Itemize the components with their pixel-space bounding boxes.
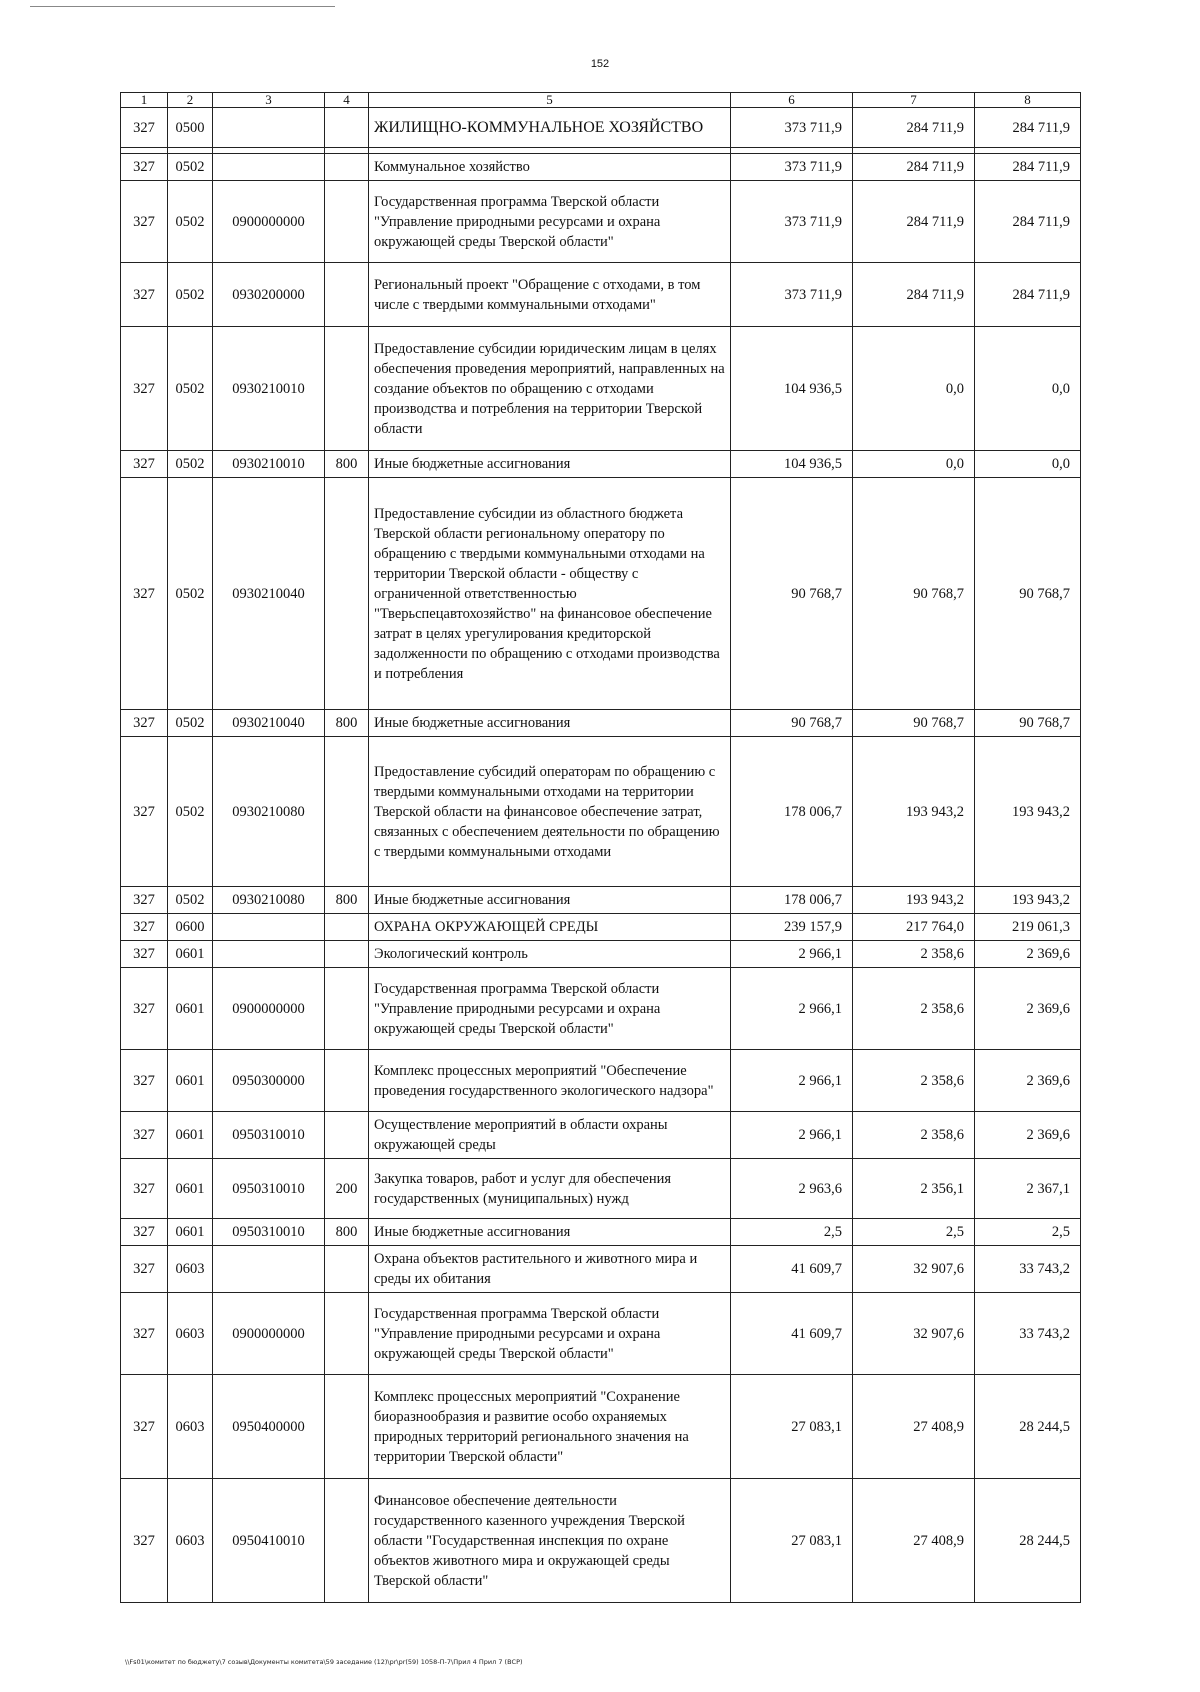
item-name-cell: Предоставление субсидий операторам по обращению с твердыми коммунальными отходами на территории Тверской области на финансовое обеспечение затрат, связанных с обеспечением деятельности по обращению с твердыми коммунальными отходами bbox=[369, 737, 731, 887]
table-row bbox=[121, 1219, 1081, 1246]
target-article-cell: 0930210010 bbox=[213, 327, 325, 451]
amount-year2-cell: 193 943,2 bbox=[853, 737, 975, 887]
amount-year3-cell: 2 367,1 bbox=[975, 1159, 1081, 1219]
table-row bbox=[121, 1293, 1081, 1375]
subsection-code-cell: 0502 bbox=[168, 327, 213, 451]
column-header: 2 bbox=[168, 93, 213, 108]
table-row bbox=[121, 941, 1081, 968]
amount-year2-cell: 2 358,6 bbox=[853, 968, 975, 1050]
amount-year1-cell: 104 936,5 bbox=[731, 327, 853, 451]
expense-type-cell bbox=[325, 941, 369, 968]
amount-year2-cell: 2,5 bbox=[853, 1219, 975, 1246]
amount-year2-cell: 217 764,0 bbox=[853, 914, 975, 941]
section-code-cell: 327 bbox=[121, 968, 168, 1050]
expense-type-cell bbox=[325, 914, 369, 941]
amount-year3-cell: 33 743,2 bbox=[975, 1293, 1081, 1375]
expense-type-cell bbox=[325, 737, 369, 887]
expense-type-cell bbox=[325, 1479, 369, 1603]
target-article-cell: 0950410010 bbox=[213, 1479, 325, 1603]
item-name-cell: Охрана объектов растительного и животного мира и среды их обитания bbox=[369, 1246, 731, 1293]
item-name-cell: Региональный проект "Обращение с отходами, в том числе с твердыми коммунальными отходами" bbox=[369, 263, 731, 327]
amount-year3-cell: 2,5 bbox=[975, 1219, 1081, 1246]
amount-year2-cell: 193 943,2 bbox=[853, 887, 975, 914]
column-header: 1 bbox=[121, 93, 168, 108]
amount-year3-cell: 284 711,9 bbox=[975, 154, 1081, 181]
item-name-cell: Коммунальное хозяйство bbox=[369, 154, 731, 181]
expense-type-cell bbox=[325, 181, 369, 263]
section-code-cell: 327 bbox=[121, 737, 168, 887]
section-code-cell: 327 bbox=[121, 941, 168, 968]
subsection-code-cell: 0502 bbox=[168, 181, 213, 263]
item-name-cell: Закупка товаров, работ и услуг для обеспечения государственных (муниципальных) нужд bbox=[369, 1159, 731, 1219]
section-code-cell: 327 bbox=[121, 1112, 168, 1159]
amount-year1-cell: 104 936,5 bbox=[731, 451, 853, 478]
section-code-cell: 327 bbox=[121, 1159, 168, 1219]
subsection-code-cell: 0502 bbox=[168, 154, 213, 181]
section-code-cell: 327 bbox=[121, 327, 168, 451]
amount-year3-cell: 193 943,2 bbox=[975, 887, 1081, 914]
table-row bbox=[121, 1050, 1081, 1112]
amount-year1-cell: 2,5 bbox=[731, 1219, 853, 1246]
item-name-cell: ОХРАНА ОКРУЖАЮЩЕЙ СРЕДЫ bbox=[369, 914, 731, 941]
target-article-cell: 0930210080 bbox=[213, 887, 325, 914]
table-row bbox=[121, 154, 1081, 181]
amount-year1-cell: 373 711,9 bbox=[731, 108, 853, 148]
amount-year1-cell: 178 006,7 bbox=[731, 887, 853, 914]
expense-type-cell bbox=[325, 1112, 369, 1159]
section-code-cell: 327 bbox=[121, 1246, 168, 1293]
target-article-cell bbox=[213, 154, 325, 181]
target-article-cell: 0900000000 bbox=[213, 181, 325, 263]
amount-year3-cell: 90 768,7 bbox=[975, 710, 1081, 737]
table-row bbox=[121, 1375, 1081, 1479]
target-article-cell: 0950310010 bbox=[213, 1112, 325, 1159]
amount-year3-cell: 2 369,6 bbox=[975, 1050, 1081, 1112]
table-row bbox=[121, 108, 1081, 148]
subsection-code-cell: 0601 bbox=[168, 1159, 213, 1219]
table-row bbox=[121, 1112, 1081, 1159]
table-row bbox=[121, 263, 1081, 327]
expense-type-cell: 800 bbox=[325, 710, 369, 737]
amount-year3-cell: 2 369,6 bbox=[975, 941, 1081, 968]
section-code-cell: 327 bbox=[121, 914, 168, 941]
amount-year2-cell: 90 768,7 bbox=[853, 478, 975, 710]
expense-type-cell bbox=[325, 1293, 369, 1375]
amount-year2-cell: 27 408,9 bbox=[853, 1479, 975, 1603]
amount-year3-cell: 90 768,7 bbox=[975, 478, 1081, 710]
expense-type-cell bbox=[325, 263, 369, 327]
table-row bbox=[121, 327, 1081, 451]
amount-year3-cell: 284 711,9 bbox=[975, 108, 1081, 148]
amount-year1-cell: 27 083,1 bbox=[731, 1375, 853, 1479]
amount-year1-cell: 373 711,9 bbox=[731, 154, 853, 181]
amount-year2-cell: 2 358,6 bbox=[853, 941, 975, 968]
subsection-code-cell: 0502 bbox=[168, 887, 213, 914]
amount-year2-cell: 2 358,6 bbox=[853, 1050, 975, 1112]
amount-year1-cell: 373 711,9 bbox=[731, 181, 853, 263]
table-row bbox=[121, 968, 1081, 1050]
amount-year2-cell: 32 907,6 bbox=[853, 1293, 975, 1375]
subsection-code-cell: 0502 bbox=[168, 451, 213, 478]
column-header: 4 bbox=[325, 93, 369, 108]
amount-year1-cell: 90 768,7 bbox=[731, 478, 853, 710]
table-row bbox=[121, 1246, 1081, 1293]
amount-year2-cell: 27 408,9 bbox=[853, 1375, 975, 1479]
item-name-cell: Иные бюджетные ассигнования bbox=[369, 710, 731, 737]
item-name-cell: ЖИЛИЩНО-КОММУНАЛЬНОЕ ХОЗЯЙСТВО bbox=[369, 108, 731, 148]
amount-year3-cell: 28 244,5 bbox=[975, 1375, 1081, 1479]
target-article-cell: 0900000000 bbox=[213, 968, 325, 1050]
amount-year1-cell: 90 768,7 bbox=[731, 710, 853, 737]
subsection-code-cell: 0502 bbox=[168, 478, 213, 710]
target-article-cell bbox=[213, 108, 325, 148]
item-name-cell: Иные бюджетные ассигнования bbox=[369, 451, 731, 478]
section-code-cell: 327 bbox=[121, 108, 168, 148]
amount-year2-cell: 284 711,9 bbox=[853, 181, 975, 263]
expense-type-cell: 800 bbox=[325, 887, 369, 914]
amount-year3-cell: 0,0 bbox=[975, 451, 1081, 478]
column-header: 8 bbox=[975, 93, 1081, 108]
subsection-code-cell: 0601 bbox=[168, 1112, 213, 1159]
item-name-cell: Комплекс процессных мероприятий "Обеспечение проведения государственного экологического надзора" bbox=[369, 1050, 731, 1112]
subsection-code-cell: 0502 bbox=[168, 710, 213, 737]
item-name-cell: Финансовое обеспечение деятельности государственного казенного учреждения Тверской области "Государственная инспекция по охране объектов животного мира и окружающей среды Тверской области" bbox=[369, 1479, 731, 1603]
page-number: 152 bbox=[590, 58, 610, 70]
column-header: 7 bbox=[853, 93, 975, 108]
section-code-cell: 327 bbox=[121, 451, 168, 478]
amount-year2-cell: 32 907,6 bbox=[853, 1246, 975, 1293]
item-name-cell: Экологический контроль bbox=[369, 941, 731, 968]
item-name-cell: Государственная программа Тверской области "Управление природными ресурсами и охрана окружающей среды Тверской области" bbox=[369, 968, 731, 1050]
column-header: 5 bbox=[369, 93, 731, 108]
subsection-code-cell: 0603 bbox=[168, 1479, 213, 1603]
subsection-code-cell: 0601 bbox=[168, 941, 213, 968]
amount-year1-cell: 41 609,7 bbox=[731, 1293, 853, 1375]
expense-type-cell bbox=[325, 968, 369, 1050]
amount-year1-cell: 2 966,1 bbox=[731, 1112, 853, 1159]
amount-year1-cell: 41 609,7 bbox=[731, 1246, 853, 1293]
amount-year3-cell: 2 369,6 bbox=[975, 1112, 1081, 1159]
column-number-header-row bbox=[121, 93, 1081, 108]
target-article-cell: 0930210010 bbox=[213, 451, 325, 478]
expense-type-cell: 800 bbox=[325, 1219, 369, 1246]
section-code-cell: 327 bbox=[121, 1479, 168, 1603]
section-code-cell: 327 bbox=[121, 478, 168, 710]
section-code-cell: 327 bbox=[121, 154, 168, 181]
amount-year3-cell: 284 711,9 bbox=[975, 181, 1081, 263]
amount-year3-cell: 219 061,3 bbox=[975, 914, 1081, 941]
target-article-cell: 0900000000 bbox=[213, 1293, 325, 1375]
section-code-cell: 327 bbox=[121, 710, 168, 737]
table-row bbox=[121, 737, 1081, 887]
table-row bbox=[121, 478, 1081, 710]
scan-top-rule bbox=[30, 6, 335, 7]
amount-year1-cell: 2 963,6 bbox=[731, 1159, 853, 1219]
expense-type-cell bbox=[325, 1050, 369, 1112]
target-article-cell bbox=[213, 1246, 325, 1293]
amount-year2-cell: 0,0 bbox=[853, 451, 975, 478]
subsection-code-cell: 0603 bbox=[168, 1375, 213, 1479]
item-name-cell: Предоставление субсидии юридическим лицам в целях обеспечения проведения мероприятий, направленных на создание объектов по обращению с отходами производства и потребления на территории Тверской области bbox=[369, 327, 731, 451]
expense-type-cell bbox=[325, 108, 369, 148]
subsection-code-cell: 0502 bbox=[168, 737, 213, 887]
item-name-cell: Предоставление субсидии из областного бюджета Тверской области региональному оператору по обращению с твердыми коммунальными отходами на территории Тверской области - обществу с ограниченной ответственностью "Тверьспецавтохозяйство" на финансовое обеспечение затрат в целях урегулирования кредиторской задолженности по обращению с отходами производства и потребления bbox=[369, 478, 731, 710]
target-article-cell: 0950310010 bbox=[213, 1159, 325, 1219]
amount-year2-cell: 2 358,6 bbox=[853, 1112, 975, 1159]
table-row bbox=[121, 181, 1081, 263]
budget-table bbox=[120, 92, 1081, 1603]
item-name-cell: Иные бюджетные ассигнования bbox=[369, 887, 731, 914]
target-article-cell: 0950300000 bbox=[213, 1050, 325, 1112]
table-row bbox=[121, 451, 1081, 478]
target-article-cell: 0930210080 bbox=[213, 737, 325, 887]
subsection-code-cell: 0601 bbox=[168, 1219, 213, 1246]
amount-year2-cell: 284 711,9 bbox=[853, 154, 975, 181]
expense-type-cell bbox=[325, 1246, 369, 1293]
item-name-cell: Осуществление мероприятий в области охраны окружающей среды bbox=[369, 1112, 731, 1159]
section-code-cell: 327 bbox=[121, 1293, 168, 1375]
section-code-cell: 327 bbox=[121, 181, 168, 263]
section-code-cell: 327 bbox=[121, 1050, 168, 1112]
subsection-code-cell: 0603 bbox=[168, 1293, 213, 1375]
amount-year3-cell: 28 244,5 bbox=[975, 1479, 1081, 1603]
target-article-cell: 0950400000 bbox=[213, 1375, 325, 1479]
amount-year2-cell: 90 768,7 bbox=[853, 710, 975, 737]
target-article-cell: 0930210040 bbox=[213, 478, 325, 710]
amount-year2-cell: 2 356,1 bbox=[853, 1159, 975, 1219]
subsection-code-cell: 0500 bbox=[168, 108, 213, 148]
target-article-cell: 0950310010 bbox=[213, 1219, 325, 1246]
expense-type-cell: 200 bbox=[325, 1159, 369, 1219]
amount-year1-cell: 2 966,1 bbox=[731, 1050, 853, 1112]
amount-year2-cell: 284 711,9 bbox=[853, 108, 975, 148]
section-code-cell: 327 bbox=[121, 1375, 168, 1479]
amount-year1-cell: 27 083,1 bbox=[731, 1479, 853, 1603]
amount-year3-cell: 193 943,2 bbox=[975, 737, 1081, 887]
section-code-cell: 327 bbox=[121, 887, 168, 914]
section-code-cell: 327 bbox=[121, 263, 168, 327]
amount-year3-cell: 0,0 bbox=[975, 327, 1081, 451]
column-header: 3 bbox=[213, 93, 325, 108]
amount-year2-cell: 0,0 bbox=[853, 327, 975, 451]
item-name-cell: Государственная программа Тверской области "Управление природными ресурсами и охрана окружающей среды Тверской области" bbox=[369, 181, 731, 263]
table-row bbox=[121, 1159, 1081, 1219]
expense-type-cell bbox=[325, 1375, 369, 1479]
table-row bbox=[121, 710, 1081, 737]
target-article-cell bbox=[213, 914, 325, 941]
footer-file-path: \\Fs01\комитет по бюджету\7 созыв\Документы комитета\59 заседание (12)\pr\pr(59) 1058-П-7\Прил 4 Прил 7 (ВСР) bbox=[125, 1658, 523, 1666]
subsection-code-cell: 0601 bbox=[168, 968, 213, 1050]
amount-year1-cell: 2 966,1 bbox=[731, 941, 853, 968]
target-article-cell bbox=[213, 941, 325, 968]
column-header: 6 bbox=[731, 93, 853, 108]
table-row bbox=[121, 1479, 1081, 1603]
amount-year3-cell: 2 369,6 bbox=[975, 968, 1081, 1050]
amount-year1-cell: 2 966,1 bbox=[731, 968, 853, 1050]
amount-year2-cell: 284 711,9 bbox=[853, 263, 975, 327]
amount-year3-cell: 284 711,9 bbox=[975, 263, 1081, 327]
subsection-code-cell: 0601 bbox=[168, 1050, 213, 1112]
expense-type-cell bbox=[325, 154, 369, 181]
subsection-code-cell: 0600 bbox=[168, 914, 213, 941]
table-row bbox=[121, 887, 1081, 914]
target-article-cell: 0930210040 bbox=[213, 710, 325, 737]
amount-year1-cell: 239 157,9 bbox=[731, 914, 853, 941]
amount-year1-cell: 373 711,9 bbox=[731, 263, 853, 327]
amount-year3-cell: 33 743,2 bbox=[975, 1246, 1081, 1293]
subsection-code-cell: 0603 bbox=[168, 1246, 213, 1293]
item-name-cell: Государственная программа Тверской области "Управление природными ресурсами и охрана окружающей среды Тверской области" bbox=[369, 1293, 731, 1375]
item-name-cell: Иные бюджетные ассигнования bbox=[369, 1219, 731, 1246]
subsection-code-cell: 0502 bbox=[168, 263, 213, 327]
expense-type-cell bbox=[325, 478, 369, 710]
target-article-cell: 0930200000 bbox=[213, 263, 325, 327]
table-row bbox=[121, 914, 1081, 941]
amount-year1-cell: 178 006,7 bbox=[731, 737, 853, 887]
expense-type-cell bbox=[325, 327, 369, 451]
section-code-cell: 327 bbox=[121, 1219, 168, 1246]
item-name-cell: Комплекс процессных мероприятий "Сохранение биоразнообразия и развитие особо охраняемых природных территорий регионального значения на территории Тверской области" bbox=[369, 1375, 731, 1479]
expense-type-cell: 800 bbox=[325, 451, 369, 478]
